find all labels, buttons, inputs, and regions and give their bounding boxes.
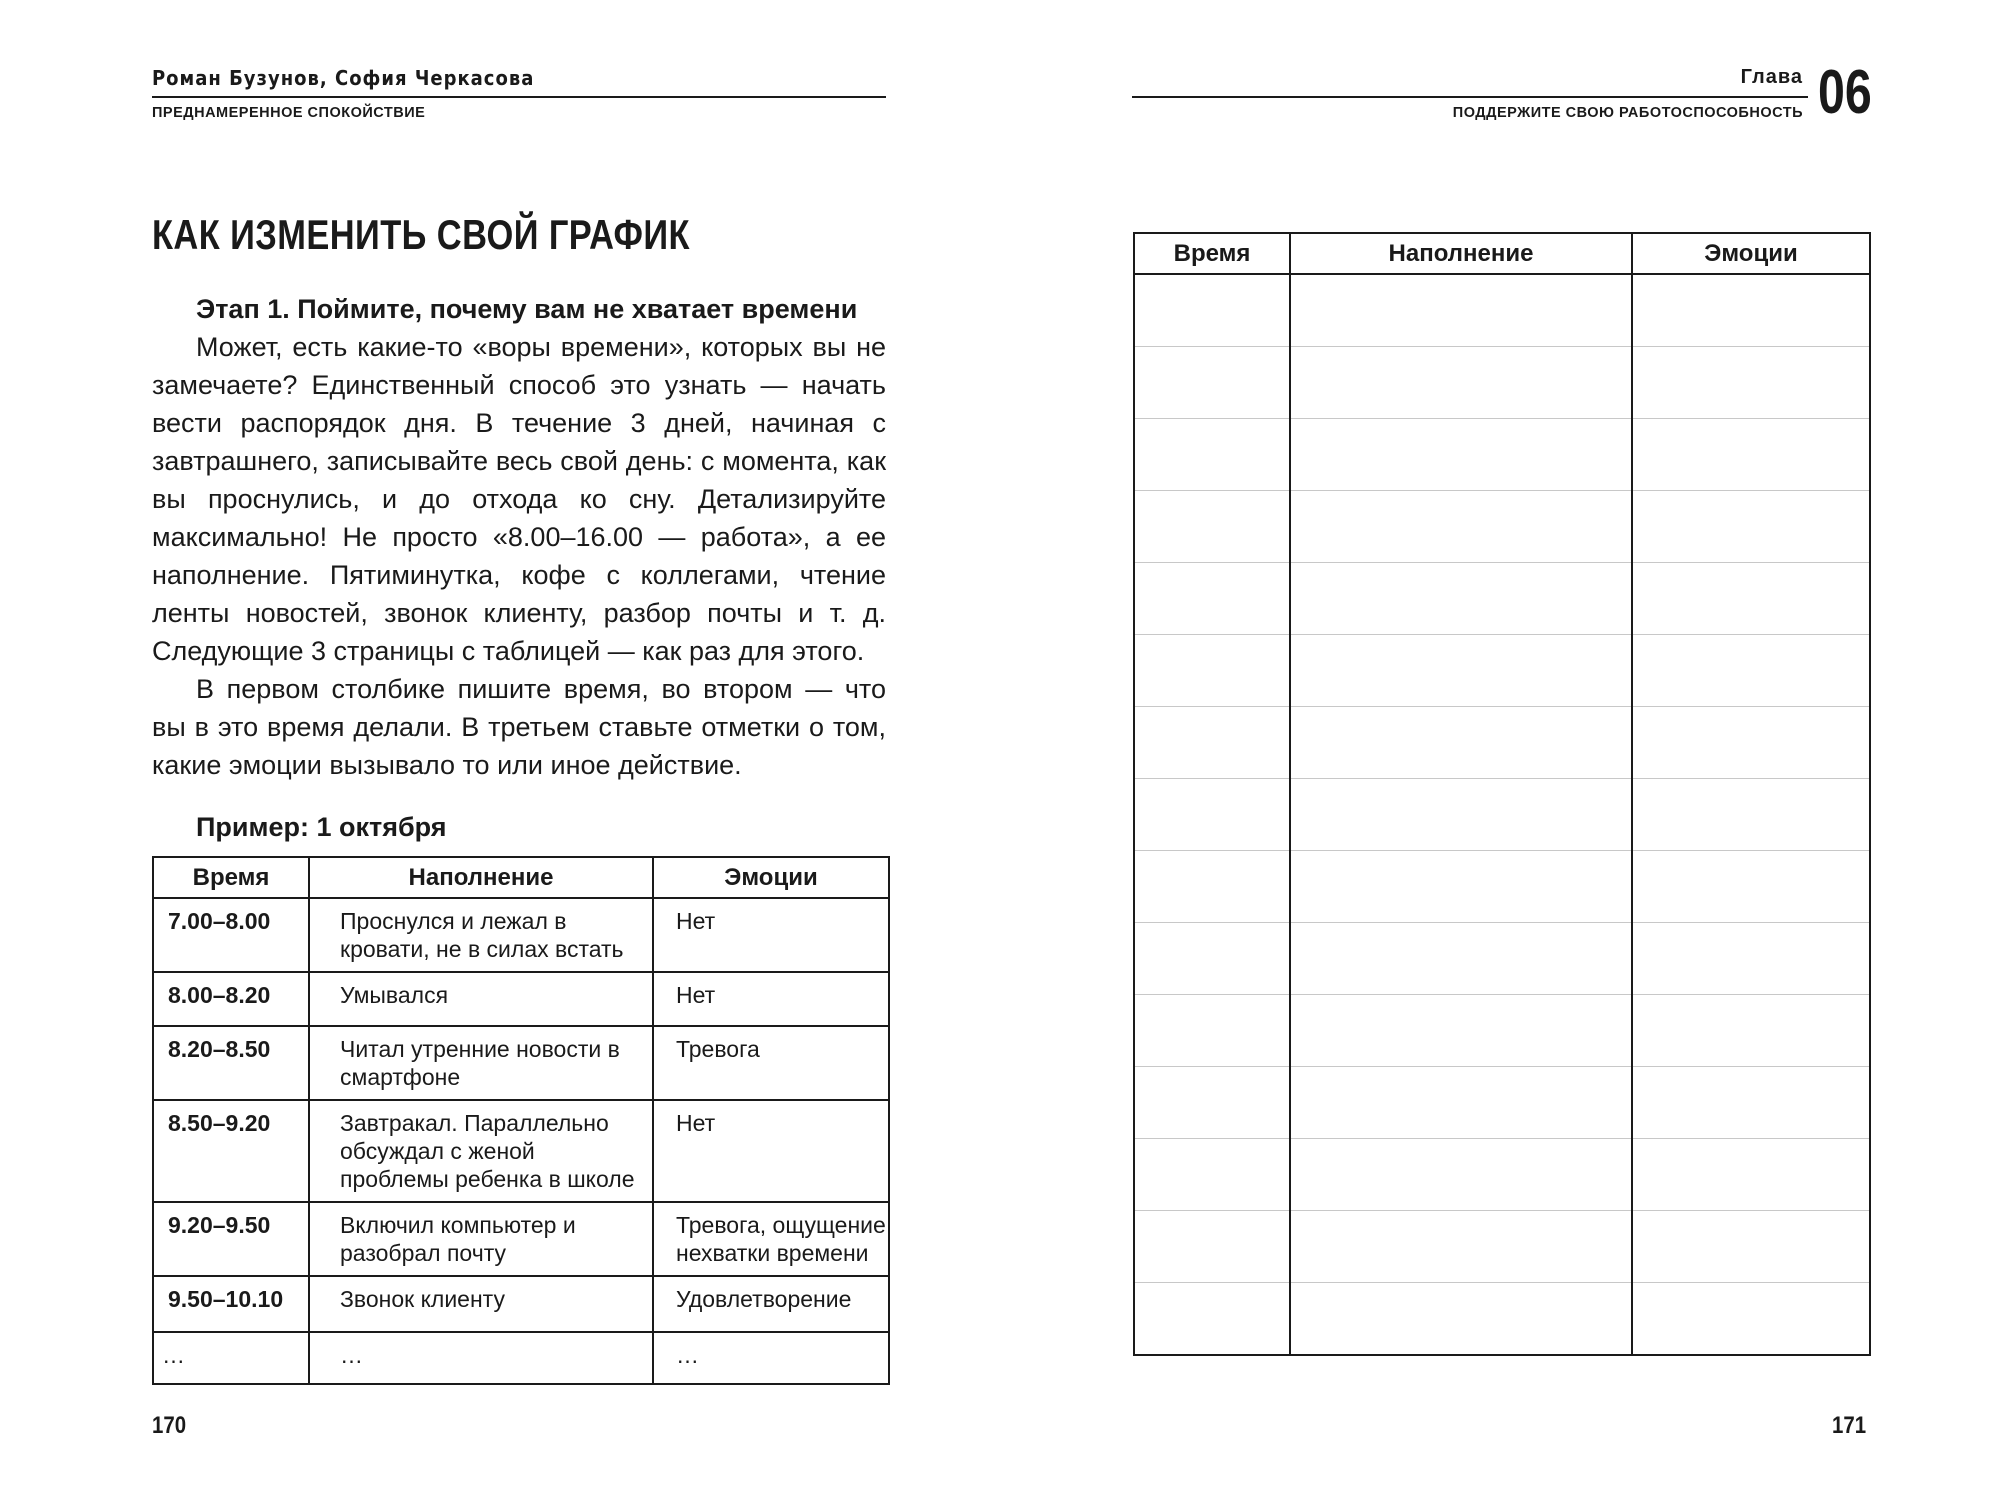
blank-cell-emotion [1632, 563, 1870, 635]
blank-cell-time [1134, 851, 1290, 923]
cell-emotion: Удовлетворение [653, 1276, 889, 1332]
blank-row [1134, 707, 1870, 779]
blank-cell-content [1290, 491, 1632, 563]
blank-cell-content [1290, 1139, 1632, 1211]
blank-cell-time [1134, 1139, 1290, 1211]
cell-content: Завтракал. Параллельно обсуждал с женой проблемы ребенка в школе [309, 1100, 653, 1202]
blank-row [1134, 635, 1870, 707]
blank-cell-emotion [1632, 1211, 1870, 1283]
table-row [153, 898, 889, 972]
blank-cell-content [1290, 779, 1632, 851]
cell-content: … [309, 1332, 653, 1384]
blank-cell-emotion [1632, 1283, 1870, 1356]
cell-time: 8.20–8.50 [153, 1026, 309, 1100]
table-row [153, 1026, 889, 1100]
cell-content: Звонок клиенту [309, 1276, 653, 1332]
blank-cell-time [1134, 274, 1290, 347]
blank-cell-time [1134, 923, 1290, 995]
blank-cell-emotion [1632, 274, 1870, 347]
header-rule-right [1132, 96, 1808, 98]
blank-row [1134, 1139, 1870, 1211]
column-header-emotions: Эмоции [653, 857, 889, 898]
blank-cell-emotion [1632, 779, 1870, 851]
table-row [153, 1202, 889, 1276]
blank-row [1134, 1067, 1870, 1139]
blank-cell-time [1134, 707, 1290, 779]
blank-cell-emotion [1632, 923, 1870, 995]
blank-row [1134, 419, 1870, 491]
cell-time: … [153, 1332, 309, 1384]
blank-cell-content [1290, 563, 1632, 635]
blank-row [1134, 347, 1870, 419]
blank-cell-content [1290, 419, 1632, 491]
page-number-left: 170 [152, 1412, 187, 1439]
blank-row [1134, 851, 1870, 923]
blank-cell-time [1134, 419, 1290, 491]
column-header-time: Время [153, 857, 309, 898]
blank-cell-emotion [1632, 995, 1870, 1067]
paragraph: В первом столбике пишите время, во втором — что вы в это время делали. В третьем ставьте отметки о том, какие эмоции вызывало то или иное действие. [152, 674, 886, 780]
column-header-content: Наполнение [309, 857, 653, 898]
cell-time: 9.50–10.10 [153, 1276, 309, 1332]
paragraph: Может, есть какие-то «воры времени», которых вы не замечаете? Единственный способ это узнать — начать вести распорядок дня. В течение 3 дней, начиная с завтрашнего, записывайте весь свой день: с момента, как вы проснулись, и до отхода ко сну. Детализируйте максимально! Не просто «8.00–16.00 — работа», а ее наполнение. Пятиминутка, кофе с коллегами, чтение ленты новостей, звонок клиенту, разбор почты и т. д. Следующие 3 страницы с таблицей — как раз для этого. [152, 332, 886, 666]
blank-row [1134, 1211, 1870, 1283]
cell-time: 8.00–8.20 [153, 972, 309, 1026]
cell-emotion: … [653, 1332, 889, 1384]
blank-cell-emotion [1632, 347, 1870, 419]
cell-time: 9.20–9.50 [153, 1202, 309, 1276]
table-row [153, 1332, 889, 1384]
table-row [153, 1100, 889, 1202]
blank-cell-emotion [1632, 635, 1870, 707]
chapter-number: 06 [1818, 58, 1872, 127]
blank-cell-content [1290, 1211, 1632, 1283]
blank-row [1134, 995, 1870, 1067]
section-heading: КАК ИЗМЕНИТЬ СВОЙ ГРАФИК [152, 211, 690, 258]
cell-time: 7.00–8.00 [153, 898, 309, 972]
cell-content: Умывался [309, 972, 653, 1026]
blank-cell-emotion [1632, 419, 1870, 491]
blank-cell-content [1290, 1067, 1632, 1139]
column-header-content: Наполнение [1290, 233, 1632, 274]
cell-content: Включил компьютер и разобрал почту [309, 1202, 653, 1276]
cell-content: Читал утренние новости в смартфоне [309, 1026, 653, 1100]
column-header-emotions: Эмоции [1632, 233, 1870, 274]
blank-cell-emotion [1632, 1139, 1870, 1211]
table-row [153, 1276, 889, 1332]
blank-cell-time [1134, 635, 1290, 707]
cell-emotion: Тревога [653, 1026, 889, 1100]
example-title: Пример: 1 октября [196, 812, 447, 842]
blank-cell-emotion [1632, 1067, 1870, 1139]
blank-cell-content [1290, 995, 1632, 1067]
blank-cell-emotion [1632, 707, 1870, 779]
cell-emotion: Нет [653, 1100, 889, 1202]
blank-cell-time [1134, 491, 1290, 563]
blank-cell-content [1290, 707, 1632, 779]
running-header-book-title: ПРЕДНАМЕРЕННОЕ СПОКОЙСТВИЕ [152, 105, 426, 121]
blank-row [1134, 923, 1870, 995]
blank-cell-content [1290, 851, 1632, 923]
cell-emotion: Нет [653, 972, 889, 1026]
blank-cell-content [1290, 635, 1632, 707]
cell-content: Проснулся и лежал в кровати, не в силах встать [309, 898, 653, 972]
example-table [152, 856, 890, 1385]
blank-row [1134, 1283, 1870, 1356]
table-header-row [1134, 233, 1870, 274]
blank-row [1134, 491, 1870, 563]
blank-cell-content [1290, 274, 1632, 347]
running-header-chapter-label: Глава [1740, 66, 1803, 88]
blank-cell-emotion [1632, 851, 1870, 923]
blank-cell-content [1290, 347, 1632, 419]
blank-cell-time [1134, 1211, 1290, 1283]
table-header-row [153, 857, 889, 898]
blank-row [1134, 779, 1870, 851]
blank-cell-time [1134, 1067, 1290, 1139]
cell-time: 8.50–9.20 [153, 1100, 309, 1202]
running-header-authors: Роман Бузунов, София Черкасова [152, 66, 535, 90]
column-header-time: Время [1134, 233, 1290, 274]
body-text [152, 290, 886, 784]
blank-cell-time [1134, 347, 1290, 419]
page-number-right: 171 [1832, 1412, 1867, 1439]
stage-title: Этап 1. Поймите, почему вам не хватает времени [196, 294, 858, 324]
blank-cell-time [1134, 1283, 1290, 1356]
blank-cell-time [1134, 995, 1290, 1067]
blank-row [1134, 563, 1870, 635]
header-rule-left [152, 96, 886, 98]
running-header-chapter-title: ПОДДЕРЖИТЕ СВОЮ РАБОТОСПОСОБНОСТЬ [1452, 105, 1803, 121]
blank-cell-content [1290, 1283, 1632, 1356]
table-row [153, 972, 889, 1026]
blank-cell-time [1134, 779, 1290, 851]
blank-cell-content [1290, 923, 1632, 995]
cell-emotion: Тревога, ощущение нехватки времени [653, 1202, 889, 1276]
blank-cell-time [1134, 563, 1290, 635]
cell-emotion: Нет [653, 898, 889, 972]
blank-row [1134, 274, 1870, 347]
blank-log-table [1133, 232, 1871, 1356]
blank-cell-emotion [1632, 491, 1870, 563]
